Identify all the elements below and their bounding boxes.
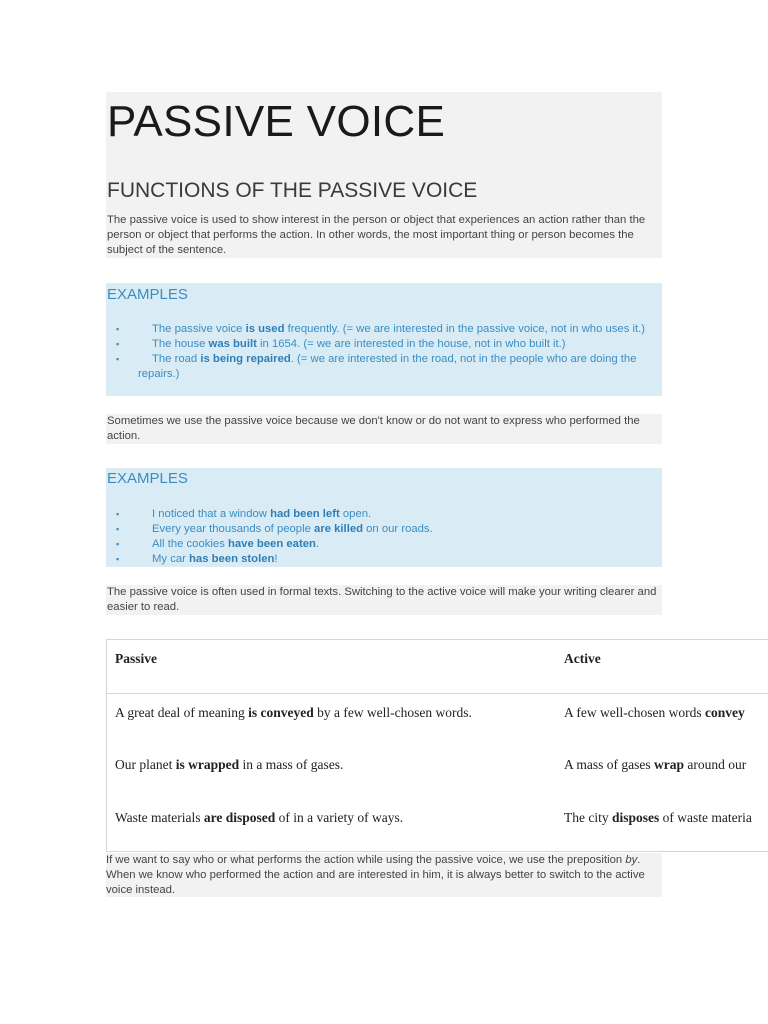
section-subtitle: FUNCTIONS OF THE PASSIVE VOICE (107, 179, 478, 202)
examples-list-1 (106, 322, 662, 382)
bullet-icon: ▪ (116, 324, 120, 334)
examples-heading: EXAMPLES (107, 470, 188, 487)
table-header-active: Active (564, 651, 601, 666)
page-title: PASSIVE VOICE (107, 97, 446, 146)
table-cell-active: A mass of gases wrap around our (564, 757, 747, 772)
closing-text: If we want to say who or what performs the action while using the passive voice, we use the preposition by. When we know who performed the action and are interested in him, it is always better to switch to the active voice instead. (106, 854, 645, 896)
bullet-icon: ▪ (116, 509, 120, 519)
table-divider (107, 693, 768, 694)
bullet-icon: ▪ (116, 554, 120, 564)
title-section (106, 92, 662, 258)
list-item: ▪ The house was built in 1654. (= we are interested in the house, not in who built it.) (116, 338, 566, 350)
note-paragraph-2: The passive voice is often used in formal texts. Switching to the active voice will make your writing clearer and easier to read. (106, 585, 662, 615)
list-item: ▪ The road is being repaired. (= we are interested in the road, not in the people who are doing the repairs.) (116, 353, 637, 380)
note-paragraph-1: Sometimes we use the passive voice because we don't know or do not want to express who performed the action. (106, 414, 662, 444)
intro-paragraph: The passive voice is used to show interest in the person or object that experiences an action rather than the person or object that performs the action. In other words, the most important thing or person becomes the subject of the sentence. (107, 214, 646, 256)
list-item: ▪ The passive voice is used frequently. (= we are interested in the passive voice, not in who uses it.) (116, 323, 646, 335)
table-cell-passive: Our planet is wrapped in a mass of gases. (115, 757, 344, 772)
table-cell-active: A few well-chosen words convey (564, 705, 745, 720)
bullet-icon: ▪ (116, 539, 120, 549)
table-cell-passive: A great deal of meaning is conveyed by a few well-chosen words. (115, 705, 472, 720)
examples-box-2 (106, 468, 662, 567)
examples-list-2 (106, 507, 662, 567)
list-item: ▪ All the cookies have been eaten. (116, 538, 320, 550)
table-header-passive: Passive (115, 651, 157, 666)
table-cell-active: The city disposes of waste materia (564, 810, 752, 825)
list-item: ▪ Every year thousands of people are killed on our roads. (116, 523, 433, 535)
list-item: ▪ I noticed that a window had been left open. (116, 508, 372, 520)
closing-paragraph (106, 853, 662, 897)
bullet-icon: ▪ (116, 354, 120, 364)
bullet-icon: ▪ (116, 339, 120, 349)
list-item: ▪ My car has been stolen! (116, 553, 278, 565)
examples-heading: EXAMPLES (107, 286, 188, 303)
passive-active-table (106, 639, 768, 852)
bullet-icon: ▪ (116, 524, 120, 534)
table-cell-passive: Waste materials are disposed of in a variety of ways. (115, 810, 404, 825)
examples-box-1 (106, 283, 662, 396)
